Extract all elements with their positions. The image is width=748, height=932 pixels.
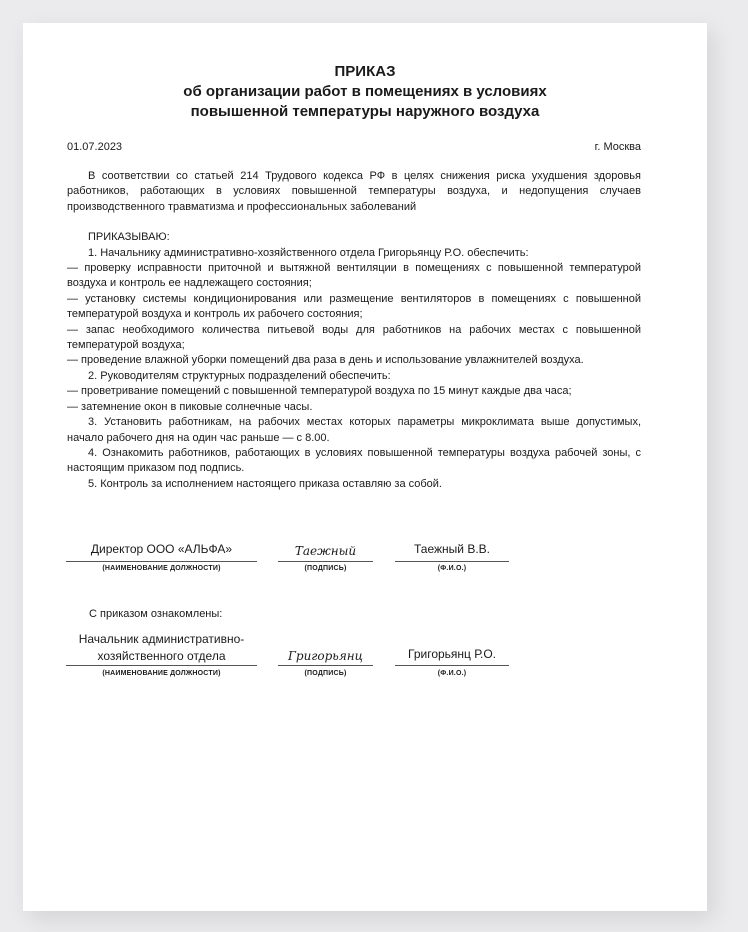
director-signature [278,542,373,562]
document-city: г. Москва [594,141,641,153]
order-item: — установку системы кондиционирования или размещение вентиляторов в помещениях с повышенной температурой воздуха и контроль их рабочего состояния; [67,292,641,321]
title-line-1: ПРИКАЗ [334,63,396,80]
order-item: — проветривание помещений с повышенной температурой воздуха по 15 минут каждые два часа; [67,385,572,398]
head-name [395,647,509,666]
document-title [23,62,707,122]
order-item: 3. Установить работникам, на рабочих местах которых параметры микроклимата выше допустимых, начало рабочего дня на один час раньше — с 8.00. [67,416,641,444]
title-line-3: повышенной температуры наружного воздуха [190,103,540,120]
head-position-line-2: хозяйственного отдела [97,649,226,663]
title-line-2: об организации работ в помещениях в условиях [183,83,547,100]
order-item: — проведение влажной уборки помещений два раза в день и использование увлажнителей воздуха. [67,354,584,367]
director-position [66,542,257,562]
head-position [66,631,257,666]
preamble: В соответствии со статьей 214 Трудового кодекса РФ в целях снижения риска ухудшения здоровья работников, работающих в условиях повышенной температуры воздуха, и недопущения случаев производственного травматизма и профессиональных заболеваний [67,170,641,213]
order-items [67,246,641,493]
order-item: 5. Контроль за исполнением настоящего приказа оставляю за собой. [88,477,442,490]
director-name-text: Таежный В.В. [414,542,490,556]
head-name-text: Григорьянц Р.О. [408,647,496,661]
caption-position-2: (НАИМЕНОВАНИЕ ДОЛЖНОСТИ) [102,670,221,677]
head-signature-text: Григорьянц [287,649,364,663]
caption-name-2: (Ф.И.О.) [437,670,467,677]
order-word: ПРИКАЗЫВАЮ: [88,231,170,244]
document-date: 01.07.2023 [67,141,123,153]
director-position-text: Директор ООО «АЛЬФА» [90,542,233,556]
director-signature-text: Таежный [294,544,357,558]
head-signature [278,647,373,666]
document-page [23,23,707,911]
order-item: — запас необходимого количества питьевой воды для работников на рабочих местах с повышенной температурой воздуха; [67,323,641,352]
order-item: — проверку исправности приточной и вытяжной вентиляции в помещениях с повышенной температурой воздуха и контроль ее надлежащего состояния; [67,262,641,290]
document-body [67,169,641,492]
head-position-line-1: Начальник административно- [78,632,245,646]
caption-signature-2: (ПОДПИСЬ) [304,670,347,677]
order-item: 4. Ознакомить работников, работающих в условиях повышенной температуры воздуха рабочей зоны, с настоящим приказом под подпись. [67,446,641,475]
caption-name: (Ф.И.О.) [437,565,467,572]
director-name [395,542,509,562]
ack-label: С приказом ознакомлены: [89,608,223,620]
order-item: 1. Начальнику административно-хозяйственного отдела Григорьянцу Р.О. обеспечить: [88,246,529,259]
order-item: 2. Руководителям структурных подразделений обеспечить: [88,369,391,382]
caption-signature: (ПОДПИСЬ) [304,565,347,572]
order-item: — затемнение окон в пиковые солнечные часы. [67,400,313,413]
caption-position: (НАИМЕНОВАНИЕ ДОЛЖНОСТИ) [102,565,221,572]
